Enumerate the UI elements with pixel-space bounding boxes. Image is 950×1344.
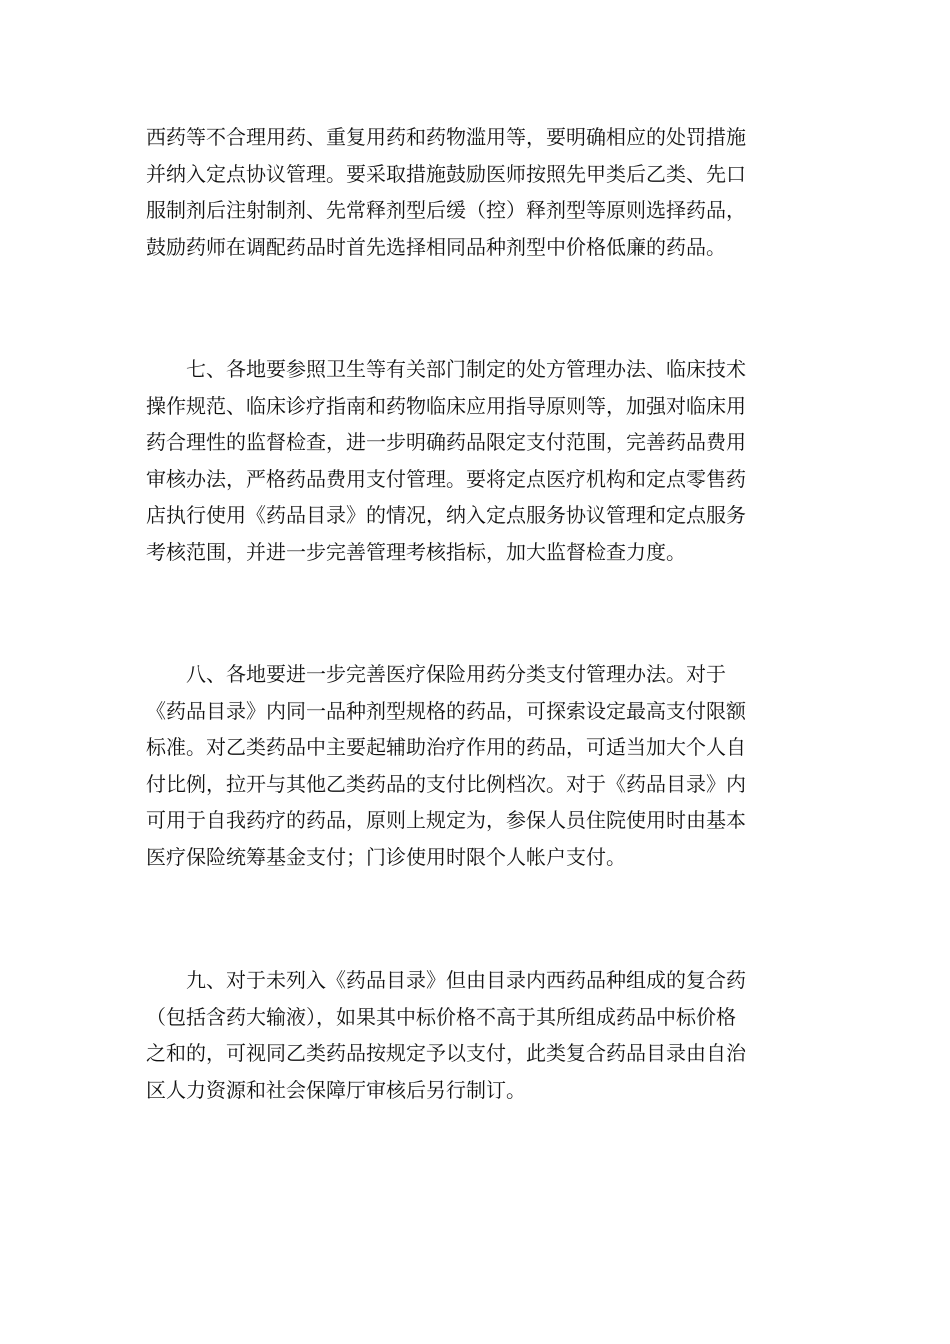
text-line: 标准。对乙类药品中主要起辅助治疗作用的药品，可适当加大个人自	[146, 735, 746, 759]
text-line: 服制剂后注射制剂、先常释剂型后缓（控）释剂型等原则选择药品，	[146, 198, 746, 222]
text-line: 药合理性的监督检查，进一步明确药品限定支付范围，完善药品费用	[146, 430, 746, 454]
text-line: 考核范围，并进一步完善管理考核指标，加大监督检查力度。	[146, 539, 686, 564]
text-line: 操作规范、临床诊疗指南和药物临床应用指导原则等，加强对临床用	[146, 393, 746, 418]
text-line: 之和的，可视同乙类药品按规定予以支付，此类复合药品目录由自治	[146, 1041, 746, 1065]
text-line: （包括含药大输液），如果其中标价格不高于其所组成药品中标价格	[146, 1004, 736, 1029]
text-line: 医疗保险统筹基金支付；门诊使用时限个人帐户支付。	[146, 844, 626, 869]
text-line: 鼓励药师在调配药品时首先选择相同品种剂型中价格低廉的药品。	[146, 234, 726, 259]
text-line: 区人力资源和社会保障厅审核后另行制订。	[146, 1077, 526, 1102]
text-line: 并纳入定点协议管理。要采取措施鼓励医师按照先甲类后乙类、先口	[146, 161, 746, 186]
text-line: 西药等不合理用药、重复用药和药物滥用等，要明确相应的处罚措施	[146, 125, 746, 149]
text-line: 店执行使用《药品目录》的情况，纳入定点服务协议管理和定点服务	[146, 503, 746, 527]
paragraph-section-8	[146, 656, 806, 875]
text-line: 可用于自我药疗的药品，原则上规定为，参保人员住院使用时由基本	[146, 808, 746, 832]
text-line: 七、各地要参照卫生等有关部门制定的处方管理办法、临床技术	[186, 357, 746, 381]
text-line: 付比例，拉开与其他乙类药品的支付比例档次。对于《药品目录》内	[146, 771, 746, 796]
paragraph-section-9	[146, 962, 806, 1108]
text-line: 审核办法，严格药品费用支付管理。要将定点医疗机构和定点零售药	[146, 466, 746, 491]
text-line: 九、对于未列入《药品目录》但由目录内西药品种组成的复合药	[186, 968, 746, 992]
text-line: 《药品目录》内同一品种剂型规格的药品，可探索设定最高支付限额	[146, 698, 746, 723]
paragraph-continuation	[146, 119, 806, 265]
text-line: 八、各地要进一步完善医疗保险用药分类支付管理办法。对于	[186, 662, 726, 686]
paragraph-section-7	[146, 351, 806, 570]
